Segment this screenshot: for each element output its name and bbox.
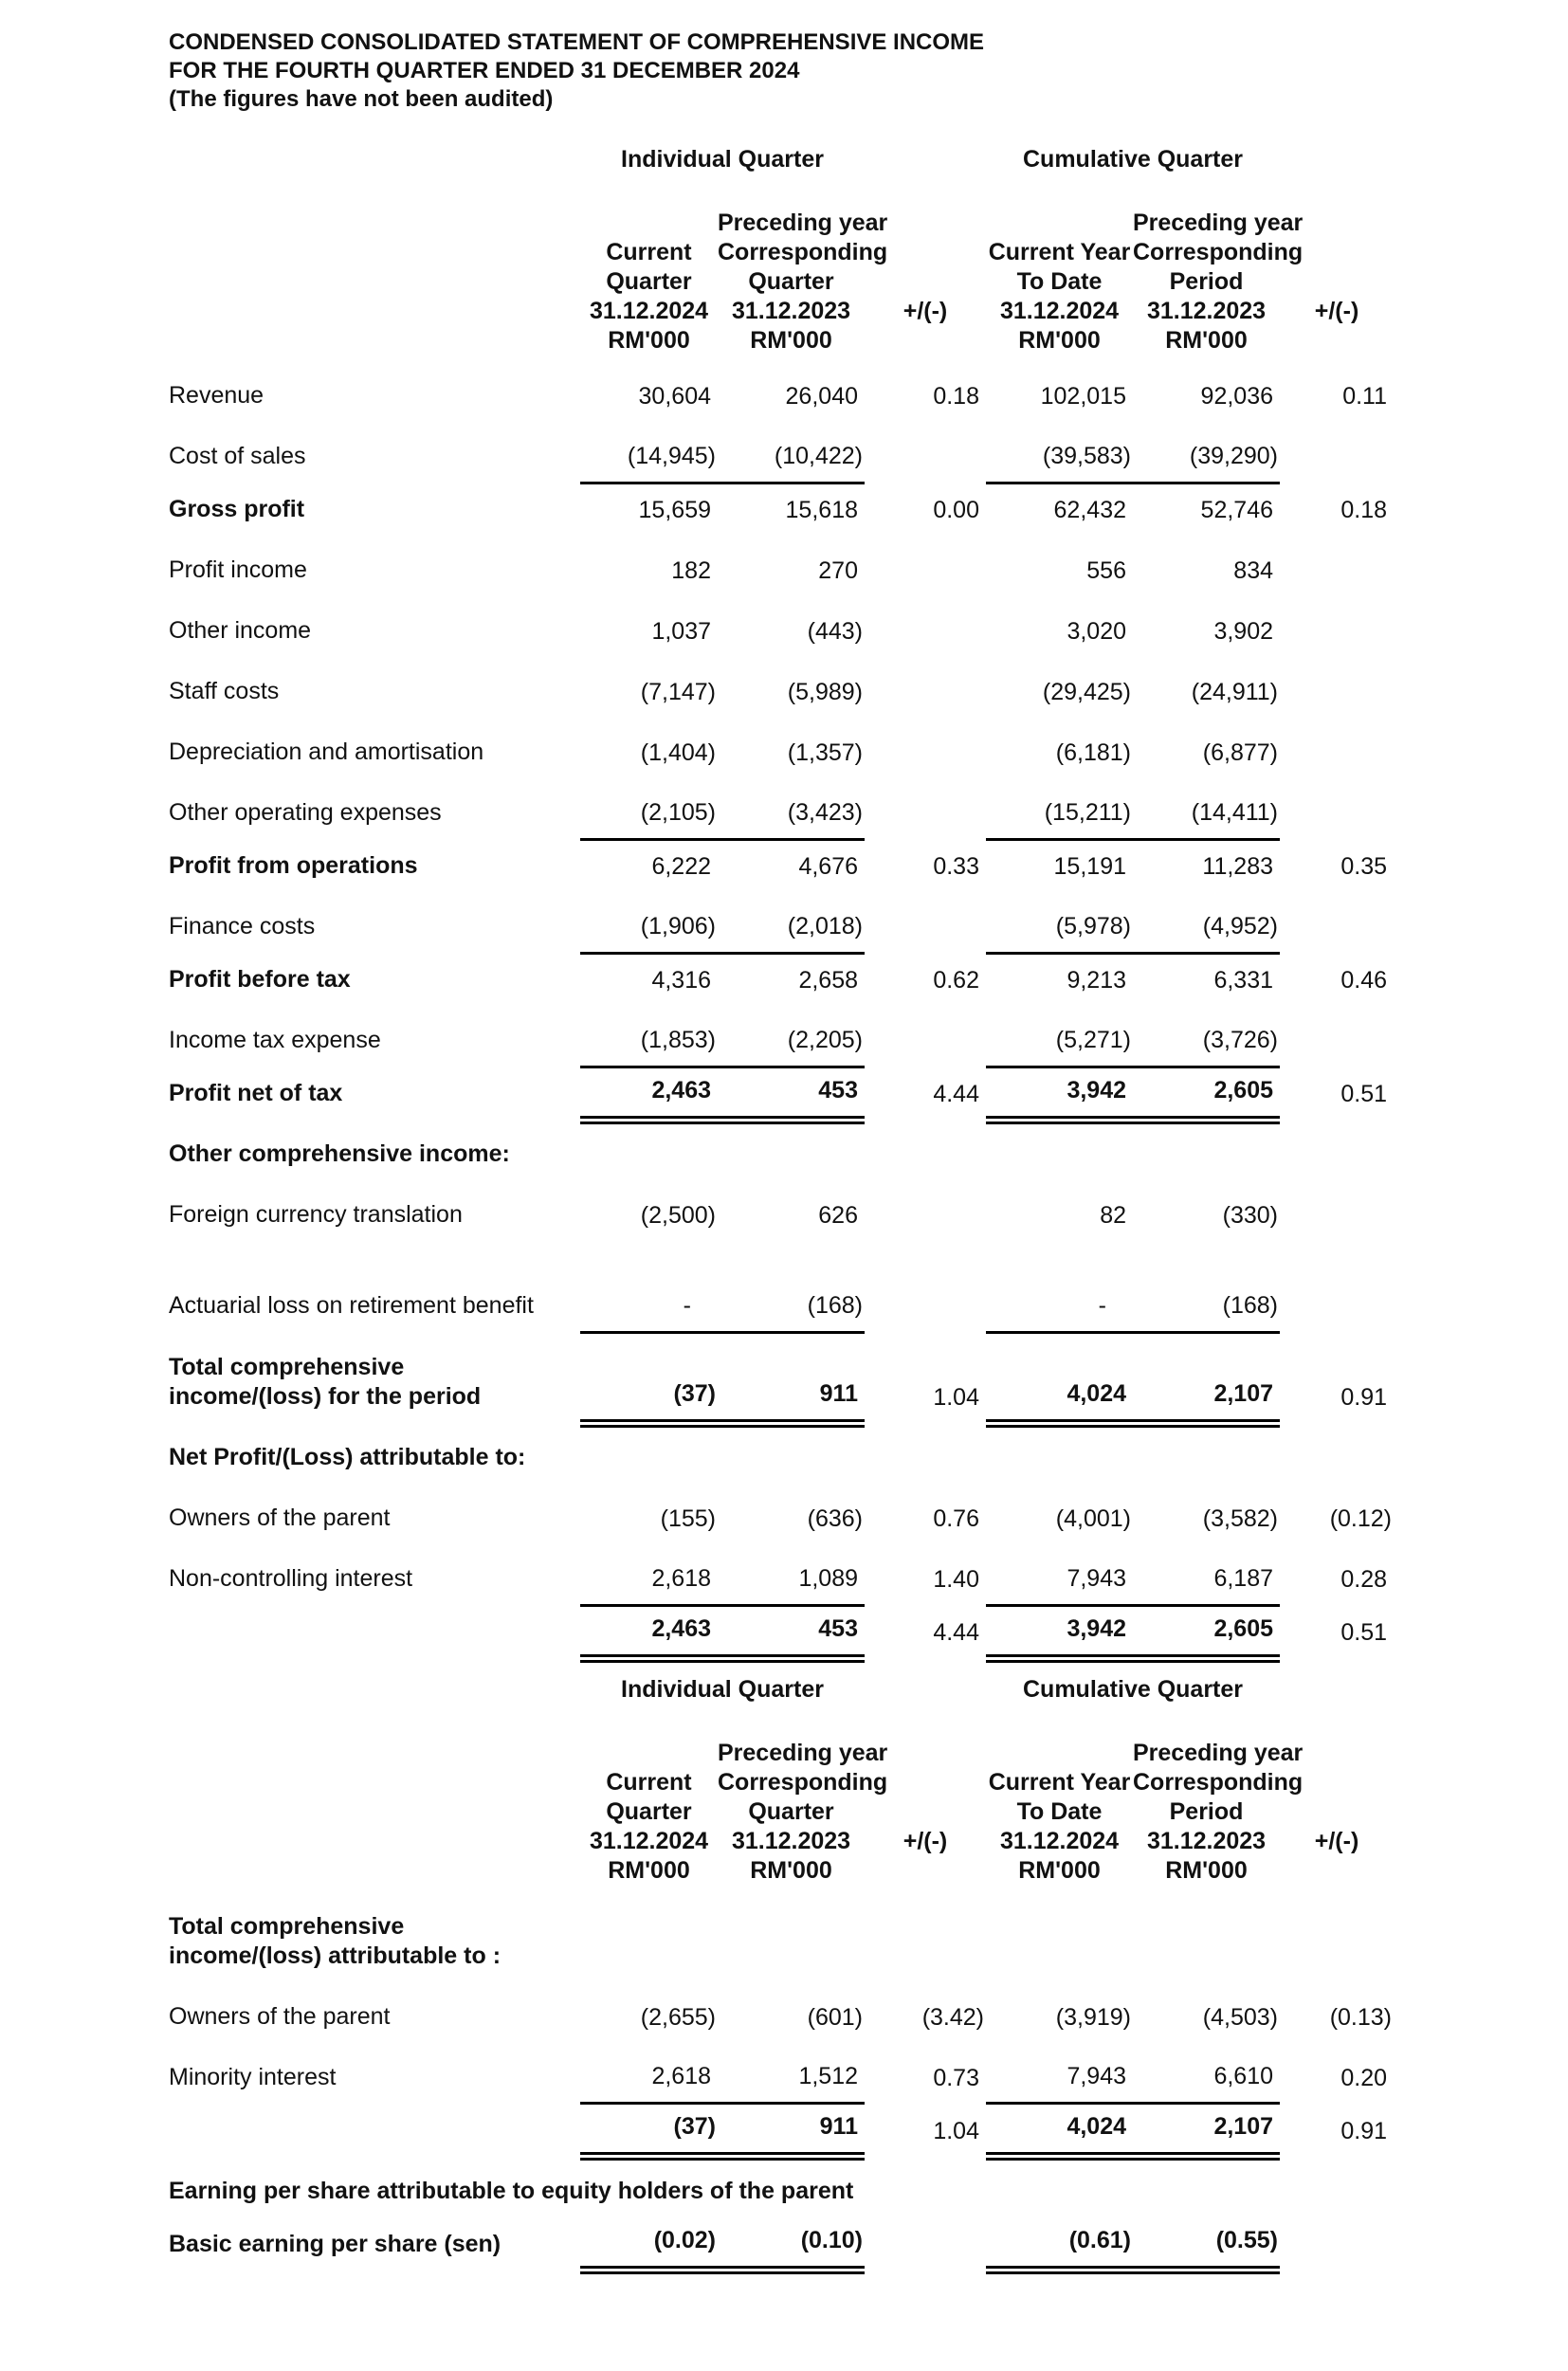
financial-statement-page bbox=[169, 28, 1568, 2274]
statement-title: CONDENSED CONSOLIDATED STATEMENT OF COMPREHENSIVE INCOME bbox=[169, 29, 985, 55]
value-cell-p1 bbox=[865, 1423, 986, 1484]
table-row bbox=[169, 1332, 1394, 1423]
value-cell-p2 bbox=[1280, 1891, 1394, 1982]
empty-cell bbox=[865, 1676, 986, 1739]
value-cell-p1: 0.33 bbox=[933, 853, 979, 880]
value-cell-v3: 4,024 bbox=[986, 2104, 1133, 2157]
column-header-line: +/(-) bbox=[903, 1827, 948, 1854]
row-label: Finance costs bbox=[169, 913, 316, 939]
value-cell-p2: (0.13) bbox=[1329, 2003, 1393, 2031]
value-cell-p1 bbox=[865, 1006, 986, 1067]
income-statement-table-section-1 bbox=[169, 146, 1394, 1663]
value-cell-v2: 911 bbox=[718, 2104, 865, 2157]
value-cell-v4: (39,290) bbox=[1189, 442, 1279, 469]
row-label: Depreciation and amortisation bbox=[169, 739, 484, 765]
value-cell-v2: 453 bbox=[718, 1605, 865, 1658]
value-cell-p1 bbox=[865, 422, 986, 483]
value-cell-v1: (1,853) bbox=[640, 1026, 716, 1053]
value-cell-v3: (5,271) bbox=[1055, 1026, 1131, 1053]
row-label: Actuarial loss on retirement benefit bbox=[169, 1292, 534, 1319]
value-cell-v4: 834 bbox=[1233, 557, 1274, 584]
table-row bbox=[169, 1241, 1394, 1332]
table-row bbox=[169, 1067, 1394, 1120]
group-header-cumulative-quarter: Cumulative Quarter bbox=[1023, 1675, 1244, 1703]
value-cell-v3 bbox=[986, 2157, 1133, 2217]
value-cell-p2: 0.51 bbox=[1340, 1619, 1388, 1646]
table-row bbox=[169, 361, 1394, 422]
value-cell-v2: 4,676 bbox=[718, 839, 865, 892]
value-cell-v3: 15,191 bbox=[986, 839, 1133, 892]
value-cell-v3: 82 bbox=[1100, 1202, 1126, 1229]
column-header-line: 31.12.2023 bbox=[731, 298, 851, 324]
value-cell-v1: (155) bbox=[660, 1505, 716, 1532]
row-label: Cost of sales bbox=[169, 443, 306, 469]
value-cell-v2: (3,423) bbox=[787, 798, 863, 826]
column-header-line: 31.12.2023 bbox=[731, 1827, 851, 1854]
value-cell-v1: (37) bbox=[580, 2104, 718, 2157]
column-header-spacer bbox=[865, 1856, 986, 1886]
value-cell-v1: 2,618 bbox=[651, 2063, 711, 2089]
value-cell-v1: - bbox=[683, 1291, 691, 1319]
value-cell-v4: 92,036 bbox=[1200, 383, 1274, 410]
table-row bbox=[169, 2157, 1394, 2217]
value-cell-v1 bbox=[580, 1891, 718, 1982]
row-label: Other income bbox=[169, 617, 312, 644]
income-statement-table-section-2 bbox=[169, 1676, 1394, 2275]
value-cell-v3: 7,943 bbox=[1067, 2063, 1126, 2089]
value-cell-p1: 4.44 bbox=[933, 1619, 979, 1646]
column-header-line: Corresponding bbox=[718, 1768, 888, 1796]
value-cell-p1 bbox=[865, 536, 986, 596]
value-cell-p2: 0.20 bbox=[1340, 2064, 1388, 2091]
statement-period: FOR THE FOURTH QUARTER ENDED 31 DECEMBER 2024 bbox=[169, 58, 800, 83]
value-cell-v2: (2,018) bbox=[787, 912, 863, 939]
value-cell-p2 bbox=[1280, 2157, 1394, 2217]
value-cell-v2: 1,089 bbox=[798, 1564, 858, 1592]
value-cell-p2 bbox=[1280, 1241, 1394, 1332]
group-header-individual-quarter: Individual Quarter bbox=[621, 1675, 824, 1703]
value-cell-v3: (5,978) bbox=[1055, 912, 1131, 939]
row-label: Earning per share attributable to equity holders of the parent bbox=[169, 2177, 854, 2204]
value-cell-p2: 0.28 bbox=[1340, 1566, 1388, 1593]
value-cell-v4: 6,187 bbox=[1213, 1564, 1274, 1592]
value-cell-v2: 26,040 bbox=[785, 383, 858, 410]
value-cell-p2 bbox=[1280, 596, 1394, 657]
column-header-line: +/(-) bbox=[1314, 298, 1359, 324]
value-cell-v4: (3,582) bbox=[1202, 1505, 1279, 1532]
value-cell-p1 bbox=[865, 657, 986, 718]
table-row bbox=[169, 778, 1394, 839]
value-cell-p1: (3.42) bbox=[921, 2003, 984, 2031]
column-header-line: RM'000 bbox=[750, 327, 832, 354]
value-cell-p2 bbox=[1280, 2217, 1394, 2271]
value-cell-v2: (168) bbox=[807, 1291, 863, 1319]
column-header-line: RM'000 bbox=[608, 327, 690, 354]
value-cell-v1: 4,316 bbox=[580, 953, 718, 1006]
value-cell-v2: (1,357) bbox=[787, 739, 863, 766]
value-cell-v1 bbox=[580, 1120, 718, 1180]
value-cell-v1: (1,906) bbox=[640, 912, 716, 939]
value-cell-v4 bbox=[1133, 1891, 1280, 1982]
value-cell-v2: 270 bbox=[818, 557, 858, 584]
column-header-preceding-period bbox=[1133, 209, 1304, 361]
empty-cell bbox=[169, 146, 580, 209]
value-cell-p1 bbox=[865, 892, 986, 953]
value-cell-v2: 453 bbox=[718, 1067, 865, 1120]
value-cell-v4: (4,952) bbox=[1202, 912, 1279, 939]
table-row bbox=[169, 892, 1394, 953]
value-cell-p2 bbox=[1280, 422, 1394, 483]
value-cell-v1: 1,037 bbox=[651, 618, 711, 645]
value-cell-v1 bbox=[580, 1423, 718, 1484]
value-cell-v4: (4,503) bbox=[1202, 2003, 1279, 2031]
value-cell-p2 bbox=[1280, 1423, 1394, 1484]
quarter-group-header-row bbox=[169, 146, 1394, 209]
value-cell-v2: (636) bbox=[807, 1505, 863, 1532]
value-cell-v4: 2,605 bbox=[1133, 1605, 1280, 1658]
value-cell-p1 bbox=[865, 718, 986, 778]
row-label: Net Profit/(Loss) attributable to: bbox=[169, 1444, 526, 1470]
value-cell-v2: 1,512 bbox=[798, 2063, 858, 2089]
statement-header bbox=[169, 28, 1568, 114]
row-label bbox=[169, 2104, 580, 2157]
value-cell-v3: (3,919) bbox=[1055, 2003, 1131, 2031]
value-cell-v1: 2,618 bbox=[651, 1564, 711, 1592]
value-cell-p1: 0.18 bbox=[933, 383, 979, 410]
value-cell-p2 bbox=[1280, 1006, 1394, 1067]
value-cell-v1: 15,659 bbox=[580, 483, 718, 536]
column-header-spacer bbox=[1280, 326, 1394, 356]
value-cell-p1: 4.44 bbox=[933, 1081, 979, 1107]
column-header-line: RM'000 bbox=[750, 1856, 832, 1884]
value-cell-v1: (2,105) bbox=[640, 798, 716, 826]
value-cell-p2 bbox=[1280, 657, 1394, 718]
table-row bbox=[169, 839, 1394, 892]
value-cell-v2: 15,618 bbox=[718, 483, 865, 536]
value-cell-v4: (3,726) bbox=[1202, 1026, 1279, 1053]
value-cell-v3: (15,211) bbox=[1044, 798, 1131, 826]
table-row bbox=[169, 2043, 1394, 2104]
value-cell-v3: 9,213 bbox=[986, 953, 1133, 1006]
value-cell-v4: 2,107 bbox=[1133, 1332, 1280, 1423]
value-cell-v3 bbox=[986, 1891, 1133, 1982]
row-label: Gross profit bbox=[169, 496, 305, 522]
row-label: Profit net of tax bbox=[169, 1080, 343, 1106]
value-cell-v1: (1,404) bbox=[640, 739, 716, 766]
value-cell-v4: 6,331 bbox=[1133, 953, 1280, 1006]
value-cell-v3: 3,942 bbox=[986, 1605, 1133, 1658]
value-cell-v1: (14,945) bbox=[627, 442, 716, 469]
row-label: Profit before tax bbox=[169, 966, 351, 993]
column-header-line: RM'000 bbox=[1165, 327, 1248, 354]
table-row bbox=[169, 1982, 1394, 2043]
column-header-row bbox=[169, 209, 1394, 361]
value-cell-p2 bbox=[1280, 718, 1394, 778]
row-label: Total comprehensive income/(loss) attributable to : bbox=[169, 1912, 501, 1969]
value-cell-v1: 2,463 bbox=[580, 1067, 718, 1120]
value-cell-v2: 626 bbox=[818, 1202, 858, 1229]
row-label: Revenue bbox=[169, 382, 264, 409]
value-cell-p2: 0.18 bbox=[1340, 497, 1388, 523]
column-header-preceding-quarter bbox=[718, 209, 888, 361]
value-cell-p1 bbox=[865, 1891, 986, 1982]
row-label: Owners of the parent bbox=[169, 2002, 391, 2030]
value-cell-p1: 0.76 bbox=[933, 1505, 979, 1532]
table-row bbox=[169, 422, 1394, 483]
column-header-line: 31.12.2024 bbox=[999, 298, 1120, 324]
column-header-line: Current Year bbox=[988, 239, 1131, 265]
column-header-line: Current Year bbox=[988, 1768, 1131, 1796]
column-header-line: RM'000 bbox=[1165, 1856, 1248, 1884]
value-cell-v4: (330) bbox=[1222, 1202, 1279, 1229]
column-header-line: 31.12.2023 bbox=[1146, 1827, 1267, 1854]
column-header-line: To Date bbox=[1016, 268, 1103, 295]
value-cell-p1 bbox=[865, 1180, 986, 1241]
value-cell-p1 bbox=[865, 1241, 986, 1332]
value-cell-p2 bbox=[1280, 536, 1394, 596]
column-header-line: Corresponding bbox=[1133, 1768, 1304, 1796]
value-cell-p1: 0.00 bbox=[933, 497, 979, 523]
column-header-spacer bbox=[865, 326, 986, 356]
value-cell-v1: (2,655) bbox=[640, 2003, 716, 2031]
value-cell-p2: 0.46 bbox=[1340, 967, 1388, 994]
row-label: Income tax expense bbox=[169, 1027, 381, 1053]
value-cell-v3: (39,583) bbox=[1042, 442, 1131, 469]
column-header-current-ytd bbox=[986, 209, 1133, 361]
audit-note: (The figures have not been audited) bbox=[169, 86, 554, 112]
column-header-preceding-period bbox=[1133, 1739, 1304, 1891]
value-cell-v4 bbox=[1133, 1423, 1280, 1484]
row-label: Profit from operations bbox=[169, 852, 418, 879]
value-cell-v1: (37) bbox=[580, 1332, 718, 1423]
value-cell-v2: (2,205) bbox=[787, 1026, 863, 1053]
empty-cell bbox=[1280, 1676, 1394, 1739]
column-header-spacer bbox=[1280, 1856, 1394, 1886]
value-cell-v1: 2,463 bbox=[580, 1605, 718, 1658]
column-header-line: RM'000 bbox=[608, 1856, 690, 1884]
row-label bbox=[169, 1605, 580, 1658]
value-cell-v4: 2,107 bbox=[1133, 2104, 1280, 2157]
table-row bbox=[169, 2217, 1394, 2271]
row-label: Foreign currency translation bbox=[169, 1201, 463, 1228]
table-row bbox=[169, 1423, 1394, 1484]
row-label: Total comprehensive income/(loss) for the period bbox=[169, 1354, 482, 1410]
value-cell-v2: (601) bbox=[807, 2003, 863, 2031]
column-header-line: Quarter bbox=[748, 1797, 834, 1825]
value-cell-v1: (7,147) bbox=[640, 679, 716, 705]
table-row bbox=[169, 2104, 1394, 2157]
value-cell-v4 bbox=[1133, 1120, 1280, 1180]
value-cell-v2 bbox=[718, 1120, 865, 1180]
value-cell-v4: (0.55) bbox=[1133, 2217, 1280, 2271]
value-cell-v3: (29,425) bbox=[1042, 679, 1131, 705]
value-cell-v2: (10,422) bbox=[774, 442, 863, 469]
column-header-line: 31.12.2024 bbox=[589, 298, 709, 324]
value-cell-p1 bbox=[865, 778, 986, 839]
value-cell-p2 bbox=[1280, 778, 1394, 839]
table-row bbox=[169, 657, 1394, 718]
column-header-line: Preceding year bbox=[718, 210, 888, 236]
row-label: Other operating expenses bbox=[169, 799, 442, 826]
value-cell-p2: 0.51 bbox=[1340, 1081, 1388, 1107]
column-header-line: RM'000 bbox=[1018, 1856, 1101, 1884]
section-gap bbox=[169, 1663, 1568, 1676]
value-cell-v2: (0.10) bbox=[718, 2217, 865, 2271]
value-cell-p2: 0.91 bbox=[1340, 2117, 1388, 2144]
column-header-line: Period bbox=[1169, 1797, 1244, 1825]
value-cell-v4: 6,610 bbox=[1213, 2063, 1274, 2089]
table-row bbox=[169, 1180, 1394, 1241]
table-row bbox=[169, 483, 1394, 536]
quarter-group-header-row bbox=[169, 1676, 1394, 1739]
value-cell-v3: 556 bbox=[1086, 557, 1126, 584]
column-header-line: Period bbox=[1169, 268, 1244, 295]
value-cell-v4 bbox=[1133, 2157, 1280, 2217]
value-cell-v4: 3,902 bbox=[1213, 618, 1274, 645]
value-cell-p1: 0.62 bbox=[933, 967, 979, 994]
table-row bbox=[169, 953, 1394, 1006]
value-cell-v1: 182 bbox=[671, 557, 711, 584]
value-cell-v2: (443) bbox=[807, 618, 863, 645]
value-cell-p1: 0.73 bbox=[933, 2064, 979, 2091]
value-cell-v3: (0.61) bbox=[986, 2217, 1133, 2271]
value-cell-v4: 52,746 bbox=[1133, 483, 1280, 536]
value-cell-v2: 911 bbox=[718, 1332, 865, 1423]
value-cell-v3: 7,943 bbox=[1067, 1564, 1126, 1592]
value-cell-v3 bbox=[986, 1120, 1133, 1180]
value-cell-v4: (14,411) bbox=[1191, 798, 1279, 826]
value-cell-p2: (0.12) bbox=[1329, 1505, 1393, 1532]
value-cell-v3: - bbox=[1098, 1291, 1106, 1319]
value-cell-v3: 102,015 bbox=[1040, 383, 1126, 410]
column-header-current-quarter bbox=[580, 209, 718, 361]
row-label: Profit income bbox=[169, 556, 307, 583]
value-cell-v3: 4,024 bbox=[986, 1332, 1133, 1423]
value-cell-p1: 1.04 bbox=[933, 2117, 979, 2144]
column-header-line: Quarter bbox=[748, 268, 834, 295]
column-header-line: Current bbox=[606, 1768, 692, 1796]
value-cell-v3: 3,020 bbox=[1067, 618, 1126, 645]
value-cell-v2 bbox=[718, 1423, 865, 1484]
column-header-line: Quarter bbox=[606, 1797, 692, 1825]
table-row bbox=[169, 1544, 1394, 1605]
value-cell-p1 bbox=[865, 1120, 986, 1180]
table-row bbox=[169, 1891, 1394, 1982]
value-cell-p2: 0.35 bbox=[1340, 853, 1388, 880]
column-header-line: Current bbox=[606, 239, 692, 265]
row-label: Minority interest bbox=[169, 2063, 337, 2090]
column-header-line: Quarter bbox=[606, 268, 692, 295]
row-label: Other comprehensive income: bbox=[169, 1140, 510, 1167]
table-row bbox=[169, 1484, 1394, 1544]
column-header-line: +/(-) bbox=[903, 298, 948, 324]
table-row bbox=[169, 1006, 1394, 1067]
value-cell-p2: 0.91 bbox=[1340, 1384, 1388, 1411]
column-header-line: To Date bbox=[1016, 1797, 1103, 1825]
row-label: Non-controlling interest bbox=[169, 1565, 413, 1592]
value-cell-v1: 30,604 bbox=[638, 383, 711, 410]
value-cell-p1: 1.04 bbox=[933, 1384, 979, 1411]
column-header-line: Preceding year bbox=[1133, 1739, 1304, 1766]
value-cell-v1: (2,500) bbox=[640, 1202, 716, 1229]
column-header-preceding-quarter bbox=[718, 1739, 888, 1891]
column-header-row bbox=[169, 1739, 1394, 1891]
value-cell-v1: 6,222 bbox=[580, 839, 718, 892]
value-cell-p1 bbox=[865, 2217, 986, 2271]
value-cell-p2 bbox=[1280, 1180, 1394, 1241]
column-header-current-quarter bbox=[580, 1739, 718, 1891]
value-cell-v1: (0.02) bbox=[580, 2217, 718, 2271]
column-header-line: Preceding year bbox=[1133, 210, 1304, 236]
value-cell-v4: 2,605 bbox=[1133, 1067, 1280, 1120]
column-header-current-ytd bbox=[986, 1739, 1133, 1891]
column-header-line: Preceding year bbox=[718, 1739, 888, 1766]
value-cell-v3: (4,001) bbox=[1055, 1505, 1131, 1532]
value-cell-v4: (6,877) bbox=[1202, 739, 1279, 766]
empty-cell bbox=[1280, 146, 1394, 209]
value-cell-v2: 2,658 bbox=[718, 953, 865, 1006]
empty-cell bbox=[865, 146, 986, 209]
table-row bbox=[169, 1605, 1394, 1658]
group-header-cumulative-quarter: Cumulative Quarter bbox=[1023, 146, 1244, 173]
value-cell-v3: (6,181) bbox=[1055, 739, 1131, 766]
group-header-individual-quarter: Individual Quarter bbox=[621, 146, 824, 173]
column-header-line: Corresponding bbox=[718, 239, 888, 265]
column-header-line: 31.12.2024 bbox=[999, 1827, 1120, 1854]
empty-cell bbox=[169, 209, 580, 361]
table-row bbox=[169, 596, 1394, 657]
table-row bbox=[169, 1120, 1394, 1180]
value-cell-v2 bbox=[718, 1891, 865, 1982]
value-cell-v4: 11,283 bbox=[1133, 839, 1280, 892]
value-cell-v4: (24,911) bbox=[1191, 679, 1279, 705]
column-header-line: RM'000 bbox=[1018, 327, 1101, 354]
table-row bbox=[169, 718, 1394, 778]
empty-cell bbox=[169, 1739, 580, 1891]
column-header-line: +/(-) bbox=[1314, 1827, 1359, 1854]
value-cell-v3 bbox=[986, 1423, 1133, 1484]
column-header-line: Corresponding bbox=[1133, 239, 1304, 265]
value-cell-v3: 3,942 bbox=[986, 1067, 1133, 1120]
column-header-line: 31.12.2023 bbox=[1146, 298, 1267, 324]
value-cell-p2 bbox=[1280, 892, 1394, 953]
row-label: Staff costs bbox=[169, 678, 280, 704]
column-header-line: 31.12.2024 bbox=[589, 1827, 709, 1854]
value-cell-p1: 1.40 bbox=[933, 1566, 979, 1593]
value-cell-p1 bbox=[865, 596, 986, 657]
value-cell-v3: 62,432 bbox=[986, 483, 1133, 536]
value-cell-p2: 0.11 bbox=[1342, 383, 1388, 410]
row-label: Owners of the parent bbox=[169, 1505, 391, 1531]
row-label: Basic earning per share (sen) bbox=[169, 2230, 501, 2257]
value-cell-v2: (5,989) bbox=[787, 679, 863, 705]
value-cell-p2 bbox=[1280, 1120, 1394, 1180]
value-cell-v4: (168) bbox=[1222, 1291, 1279, 1319]
value-cell-p1 bbox=[865, 2157, 986, 2217]
empty-cell bbox=[169, 1676, 580, 1739]
table-row bbox=[169, 536, 1394, 596]
